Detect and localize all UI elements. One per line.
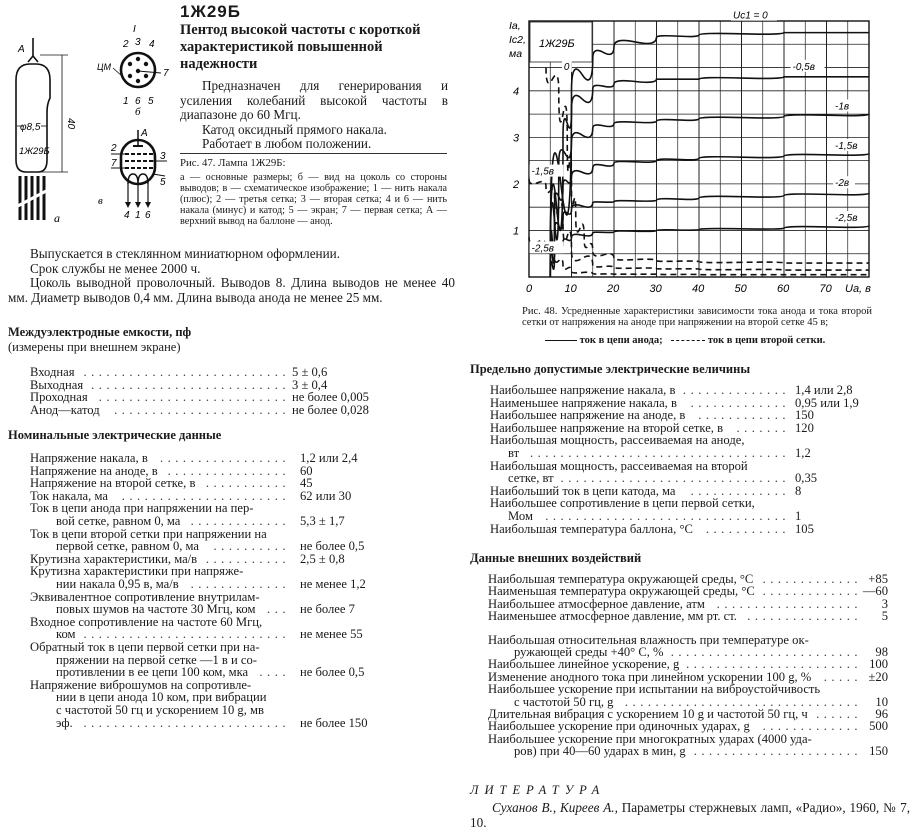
dot-leader: .......................... (91, 377, 290, 392)
literature-reference (470, 801, 910, 830)
x-tick-label: 50 (734, 283, 747, 295)
x-tick-label: 30 (649, 283, 662, 295)
table-row-label: Входное сопротивление на частоте 60 Мгц, (30, 614, 263, 629)
dot-leader: ............ (698, 408, 790, 423)
table-row-label: Изменение анодного тока при линейном ускорении 100 g, % (488, 669, 812, 684)
table-row-value: 0,35 (795, 471, 818, 486)
table-row-label: пряжении на первой сетке —1 в и со- (56, 652, 257, 667)
table-row-value: 2,5 ± 0,8 (300, 551, 345, 566)
dot-leader: ............. (690, 395, 790, 410)
table-row-value: 500 (869, 719, 888, 734)
table-row-label: эф. (56, 715, 73, 730)
label-anode: А (18, 44, 25, 55)
base-pinout-diagram (95, 20, 180, 115)
table-row-value: 0,95 или 1,9 (795, 395, 859, 410)
anode-current-curve (550, 114, 869, 277)
table-row-value: не более 0,028 (292, 402, 369, 417)
table-row-label: Наибольшее линейное ускорение, g (488, 657, 680, 672)
curve-annotation: 0 (563, 61, 570, 73)
table-row-value: 120 (795, 420, 814, 435)
anode-characteristics-chart (505, 10, 885, 300)
pin-label: 3 (135, 37, 141, 48)
table-row-value: 45 (300, 476, 313, 491)
dot-leader: ....... (736, 420, 790, 435)
dot-leader: ................ (167, 463, 290, 478)
dot-leader: ................................ (545, 509, 790, 523)
table-row-label: Обратный ток в цепи первой сетки при на- (30, 640, 260, 654)
table-row-label: вт (508, 446, 520, 460)
y-tick-label: 1 (513, 225, 520, 238)
dot-leader: ........................... (83, 715, 290, 730)
table-row-label: Наибольшая мощность, рассеиваемая на второй (490, 458, 748, 473)
fig48-caption: Рис. 48. Усредненные характеристики зависимости тока анода и тока второй сетки от напряжения на аноде при напряжении на второй сетке 45 в; (522, 306, 872, 329)
limits-heading: Предельно допустимые электрические величины (470, 362, 751, 376)
table-row-value: 1,4 или 2,8 (795, 383, 853, 397)
dot-leader: .............. (682, 383, 790, 397)
x-tick-label: 40 (692, 283, 705, 295)
y-axis-label: ма (509, 48, 523, 60)
table-row-value: не более 150 (300, 715, 368, 730)
curve-annotation: -2в (835, 178, 850, 190)
dot-leader: ............. (762, 584, 862, 599)
dot-leader: ........... (705, 521, 790, 536)
schematic-pin-label: 3 (160, 151, 166, 162)
legend-dashed-label: ток в цепи второй сетки. (707, 335, 826, 346)
table-row-value: 62 или 30 (300, 488, 352, 503)
general-line: Выпускается в стеклянном миниатюрном оформлении. (30, 246, 341, 261)
label-letter-v: в (98, 195, 103, 207)
pin-top-mark: I (133, 24, 136, 35)
schematic-anode-label: А (141, 128, 148, 139)
table-row-label: повых шумов на частоте 30 Мгц, ком (56, 602, 256, 617)
capacitances-subheading: (измерены при внешнем экране) (8, 340, 181, 354)
table-row-label: Анод—катод (30, 402, 100, 417)
label-letter-b: б (135, 106, 141, 115)
anode-current-curve (550, 77, 869, 277)
table-row-label: Напряжение накала, в (30, 451, 148, 465)
schematic-pin-label: 5 (160, 177, 166, 188)
table-row-value: 5,3 ± 1,7 (300, 514, 345, 528)
pin-label: 7 (163, 68, 169, 79)
fig47-caption-title: Рис. 47. Лампа 1Ж29Б: (180, 157, 286, 169)
literature-heading: ЛИТЕРАТУРА (470, 783, 606, 797)
table-row-value: 5 (881, 609, 888, 624)
table-row-value: —60 (862, 584, 888, 599)
x-tick-label: 10 (564, 283, 577, 295)
table-row-label: Наибольшая относительная влажность при температуре ок- (488, 632, 809, 647)
curve-annotation: -1,5в (835, 141, 858, 152)
table-row-value: не менее 1,2 (300, 577, 366, 591)
dot-leader: ..... (823, 669, 862, 684)
table-row-label: Наибольшее напряжение на аноде, в (490, 408, 686, 423)
dot-leader: ........................... (83, 365, 290, 379)
label-marking: 1Ж29Б (19, 146, 50, 157)
schematic-pin-label: 1 (135, 210, 141, 218)
table-row-label: Наименьшее атмосферное давление, мм рт. ст. (488, 609, 737, 624)
curve-annotation: -1,5в (531, 166, 555, 178)
table-row-label: Наибольшее напряжение накала, в (490, 383, 676, 397)
table-row-label: вой сетке, равном 0, ма (56, 514, 181, 528)
tube-schematic-symbol (95, 128, 180, 218)
dot-leader: ............. (690, 483, 790, 498)
dot-leader: ............... (747, 609, 862, 624)
curve-annotation: -1в (835, 101, 850, 113)
legend-solid-label: ток в цепи анода; (579, 335, 663, 346)
table-row-label: Ток в цепи анода при напряжении на пер- (30, 501, 254, 516)
fig48-legend (545, 335, 825, 346)
table-row-label: Наибольшее ускорение при многократных ударах (4000 уда- (488, 731, 812, 746)
dot-leader: ....................... (114, 402, 290, 417)
dot-leader: ........................... (83, 627, 290, 642)
y-tick-label: 3 (513, 132, 520, 145)
table-row-value: 105 (795, 521, 814, 536)
y-axis-label: Iа, (509, 20, 521, 32)
table-row-label: Входная (30, 365, 75, 379)
table-row-value: не более 0,5 (300, 665, 365, 680)
table-row-value: 5 ± 0,6 (292, 365, 328, 379)
label-letter-a: а (54, 211, 60, 225)
table-row-label: Наибольшая температура окружающей среды, °С (488, 572, 754, 586)
dot-leader: ............................... (624, 694, 862, 709)
table-row-value: 10 (875, 694, 888, 709)
table-row-value: 150 (869, 744, 888, 759)
table-row-label: нии накала 0,95 в, ма/в (56, 577, 179, 591)
table-row-value: 1,2 (795, 446, 811, 460)
table-row-value: 1 (795, 509, 802, 523)
table-row-label: с частотой 50 гц и ускорением 10 g, мв (56, 703, 264, 717)
x-tick-label: 20 (607, 283, 620, 295)
dot-leader: .............................. (560, 471, 790, 486)
y-axis-label: Iс2, (509, 34, 526, 46)
curve-annotation: -0,5в (792, 61, 815, 73)
general-info (8, 247, 455, 305)
table-row-label: с частотой 50 гц, g (514, 694, 614, 709)
table-row-label: противлении в ее цепи 100 ком, мка (56, 665, 249, 680)
table-row-label: Наименьшее напряжение накала, в (490, 395, 677, 410)
table-row-label: ружающей среды +40° С, % (514, 645, 664, 659)
pin-label: 2 (123, 39, 129, 50)
table-row-label: Проходная (30, 390, 88, 405)
table-row-label: сетке, вт (508, 471, 554, 486)
intro-position: Работает в любом положении. (202, 136, 372, 151)
table-row-label: Мом (508, 509, 533, 523)
intro-purpose: Предназначен для генерирования и усиления колебаний высокой частоты в диапазоне до 60 Мгц. (180, 78, 448, 122)
dot-leader: .................................. (529, 446, 790, 460)
curve-annotation: Uс1 = 0 (733, 10, 768, 22)
dot-leader: ............. (762, 719, 862, 734)
table-row-value: 8 (795, 483, 802, 498)
x-axis-label: Uа, в (845, 283, 871, 295)
dot-leader: ... (267, 602, 290, 617)
environment-heading: Данные внешних воздействий (470, 551, 642, 565)
nominal-heading: Номинальные электрические данные (8, 428, 222, 442)
table-row-label: нии в цепи анода 10 ком, при вибрации (56, 690, 267, 705)
table-row-label: Крутизна характеристики, ма/в (30, 551, 198, 566)
anode-current-curve (550, 154, 869, 277)
x-tick-label: 60 (777, 283, 790, 295)
table-row-value: ±20 (868, 669, 888, 684)
schematic-pin-label: 2 (111, 143, 117, 154)
table-row-label: Длительная вибрация с ускорением 10 g и частотой 50 гц, ч (488, 707, 808, 721)
label-diameter: φ8,5 (20, 122, 41, 133)
schematic-pin-label: 6 (145, 210, 151, 218)
schematic-pin-label: 7 (111, 158, 117, 169)
table-row-label: Наибольшее сопротивление в цепи первой сетки, (490, 496, 755, 511)
table-row-label: Напряжение на второй сетке, в (30, 476, 196, 491)
capacitances-heading: Междуэлектродные емкости, пф (8, 325, 192, 339)
schematic-pin-label: 4 (124, 210, 130, 218)
anode-current-curve (550, 193, 869, 277)
dot-leader: ...... (816, 707, 862, 721)
fig47-caption-body: а — основные размеры; б — вид на цоколь со стороны выводов; в — схематическое изображение; 1 — нить накала (плюс); 2 — третья сетка; 3 — вторая сетка; 4 и 6 — нить накала (минус) и катод; 5 — экран; 7 — первая сетка; А — верхний вывод на баллоне — анод. (180, 171, 447, 228)
y-tick-label: 4 (513, 85, 520, 98)
pin-label: 4 (149, 39, 155, 50)
table-row-value: 96 (875, 707, 888, 721)
dot-leader: .... (259, 665, 290, 680)
table-row-value: 60 (300, 463, 313, 478)
table-row-label: Ток накала, ма (30, 488, 108, 503)
table-row-value: не более 0,5 (300, 539, 365, 554)
table-row-label: Наибольшее атмосферное давление, атм (488, 596, 705, 611)
pin-label: 1 (123, 96, 129, 107)
dot-leader: ...................... (693, 744, 862, 759)
table-row-label: Ток в цепи второй сетки при напряжении на (30, 526, 267, 541)
table-row-label: Наибольшее ускорение при испытании на виброустойчивость (488, 682, 821, 697)
dot-leader: ................. (159, 451, 290, 465)
y-tick-label: 2 (513, 178, 520, 191)
page-title: Пентод высокой частоты с короткой характеристикой повышенной надежности (180, 22, 421, 72)
table-row-label: Напряжение виброшумов на сопротивле- (30, 677, 252, 692)
table-row-value: не более 7 (300, 602, 355, 617)
fig47-caption (180, 158, 447, 228)
chart-title: 1Ж29Б (539, 38, 575, 50)
fig47-rule (180, 153, 447, 154)
reference-text: Параметры стержневых ламп, «Радио», 1960, № 7, 10. (470, 800, 911, 830)
curve-annotation: -2,5в (835, 213, 858, 225)
reference-authors: Суханов В., Киреев А., (492, 800, 618, 815)
table-row-value: не менее 55 (300, 627, 363, 642)
table-row-label: Наибольшее напряжение на второй сетке, в (490, 420, 724, 435)
table-row-label: ров) при 40—60 ударах в мин, g (514, 744, 686, 759)
label-height: 40 (65, 118, 76, 130)
table-row-label: Выходная (30, 377, 84, 392)
table-row-label: Наибольшее ускорение при одиночных ударах, g (488, 719, 750, 734)
legend-solid-swatch (545, 340, 577, 341)
tube-code: 1Ж29Б (180, 2, 241, 21)
dot-leader: ............. (190, 577, 290, 591)
x-tick-label: 0 (526, 283, 533, 295)
table-row-label: Эквивалентное сопротивление внутрилам- (30, 589, 260, 604)
table-row-label: первой сетке, равном 0, ма (56, 539, 200, 554)
table-row-value: 1,2 или 2,4 (300, 451, 358, 465)
table-row-value: +85 (868, 572, 888, 586)
dot-leader: ............. (762, 572, 862, 586)
general-line: Срок службы не менее 2000 ч. (30, 260, 201, 276)
table-row-label: Напряжение на аноде, в (30, 463, 158, 478)
table-row-value: 98 (875, 645, 888, 659)
table-row-value: 3 ± 0,4 (292, 377, 328, 392)
dot-leader: ........... (205, 551, 290, 566)
table-row-value: 150 (795, 408, 814, 423)
dot-leader: ......................... (670, 645, 862, 659)
table-row-value: 100 (869, 657, 888, 672)
table-row-value: не более 0,005 (292, 390, 369, 405)
legend-dashed-swatch (671, 340, 705, 341)
dot-leader: ....................... (686, 657, 862, 672)
table-row-label: Наибольшая температура баллона, °С (490, 521, 693, 536)
pin-label: 5 (148, 96, 154, 107)
intro-cathode: Катод оксидный прямого накала. (202, 121, 387, 137)
dot-leader: ...................... (121, 488, 290, 503)
table-row-label: Крутизна характеристики при напряже- (30, 564, 244, 579)
x-tick-label: 70 (819, 283, 832, 295)
table-row-label: ком (56, 627, 76, 642)
dot-leader: ......................... (98, 390, 290, 405)
table-row-label: Наибольший ток в цепи катода, ма (490, 483, 676, 498)
dot-leader: .......... (213, 539, 290, 554)
dot-leader: ........... (205, 476, 290, 491)
table-row-label: Наименьшая температура окружающей среды, °С (488, 584, 755, 599)
dot-leader: ................... (716, 596, 862, 611)
table-row-label: Наибольшая мощность, рассеиваемая на аноде, (490, 433, 745, 448)
key-label: ЦМ (97, 62, 112, 72)
pin-label: 6 (135, 96, 141, 107)
curve-annotation: -2,5в (531, 243, 555, 255)
dot-leader: ............. (190, 514, 290, 528)
general-line: Цоколь выводной проволочный. Выводов 8. Длина выводов не менее 40 мм. Диаметр выводов 0,4 мм. Длина вывода анода не менее 25 мм. (8, 275, 455, 305)
intro-paragraph (180, 79, 448, 152)
table-row-value: 3 (881, 596, 888, 611)
